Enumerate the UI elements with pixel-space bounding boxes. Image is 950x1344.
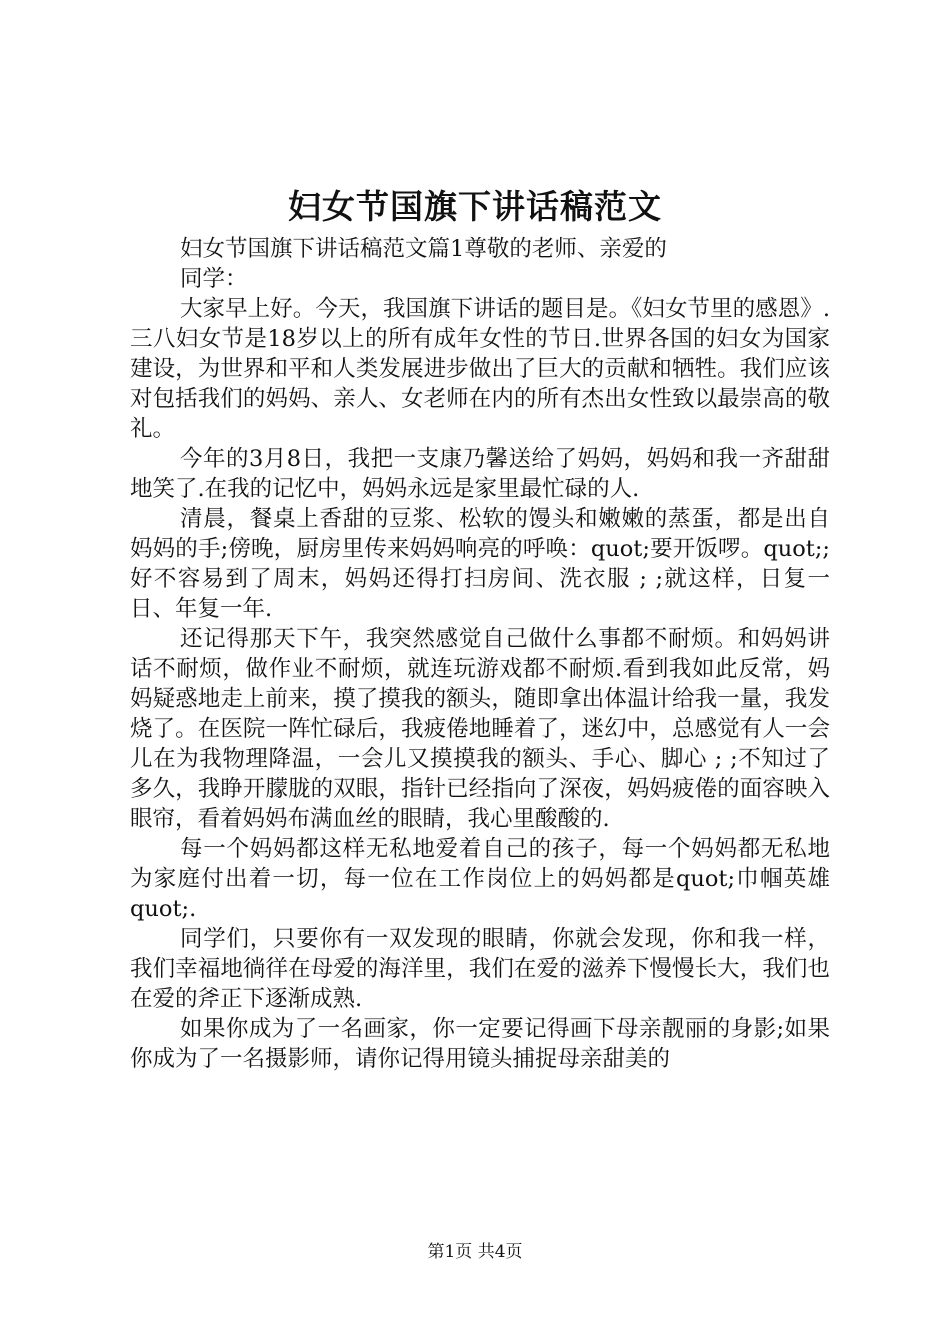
page-footer: 第1页 共4页 [427, 1242, 523, 1262]
document-body [130, 234, 830, 1074]
paragraph: 每一个妈妈都这样无私地爱着自己的孩子，每一个妈妈都无私地为家庭付出着一切，每一位在工作岗位上的妈妈都是quot;巾帼英雄quot;. [130, 836, 830, 922]
paragraph: 如果你成为了一名画家，你一定要记得画下母亲靓丽的身影;如果你成为了一名摄影师，请你记得用镜头捕捉母亲甜美的 [130, 1016, 830, 1072]
paragraph: 还记得那天下午，我突然感觉自己做什么事都不耐烦。和妈妈讲话不耐烦，做作业不耐烦，就连玩游戏都不耐烦.看到我如此反常，妈妈疑惑地走上前来，摸了摸我的额头，随即拿出体温计给我一量，我发烧了。在医院一阵忙碌后，我疲倦地睡着了，迷幻中，总感觉有人一会儿在为我物理降温，一会儿又摸摸我的额头、手心、脚心 ; ;不知过了多久，我睁开朦胧的双眼，指针已经指向了深夜，妈妈疲倦的面容映入眼帘，看着妈妈布满血丝的眼睛，我心里酸酸的. [130, 626, 830, 832]
paragraph: 大家早上好。今天，我国旗下讲话的题目是。《妇女节里的感恩》.三八妇女节是18岁以上的所有成年女性的节日.世界各国的妇女为国家建设，为世界和平和人类发展进步做出了巨大的贡献和牺牲。我们应该对包括我们的妈妈、亲人、女老师在内的所有杰出女性致以最崇高的敬礼。 [130, 296, 830, 442]
intro-line: 同学： [180, 266, 248, 292]
intro-line: 妇女节国旗下讲话稿范文篇1尊敬的老师、亲爱的 [180, 236, 667, 262]
paragraph: 同学们，只要你有一双发现的眼睛，你就会发现，你和我一样，我们幸福地徜徉在母爱的海洋里，我们在爱的滋养下慢慢长大，我们也在爱的斧正下逐渐成熟. [130, 926, 830, 1012]
document-title: 妇女节国旗下讲话稿范文 [288, 187, 662, 226]
intro-block [130, 234, 830, 294]
paragraph: 今年的3月8日，我把一支康乃馨送给了妈妈，妈妈和我一齐甜甜地笑了.在我的记忆中，妈妈永远是家里最忙碌的人. [130, 446, 830, 502]
paragraph: 清晨，餐桌上香甜的豆浆、松软的馒头和嫩嫩的蒸蛋，都是出自妈妈的手;傍晚，厨房里传来妈妈响亮的呼唤：quot;要开饭啰。quot;;好不容易到了周末，妈妈还得打扫房间、洗衣服 ; ;就这样，日复一日、年复一年. [130, 506, 830, 622]
